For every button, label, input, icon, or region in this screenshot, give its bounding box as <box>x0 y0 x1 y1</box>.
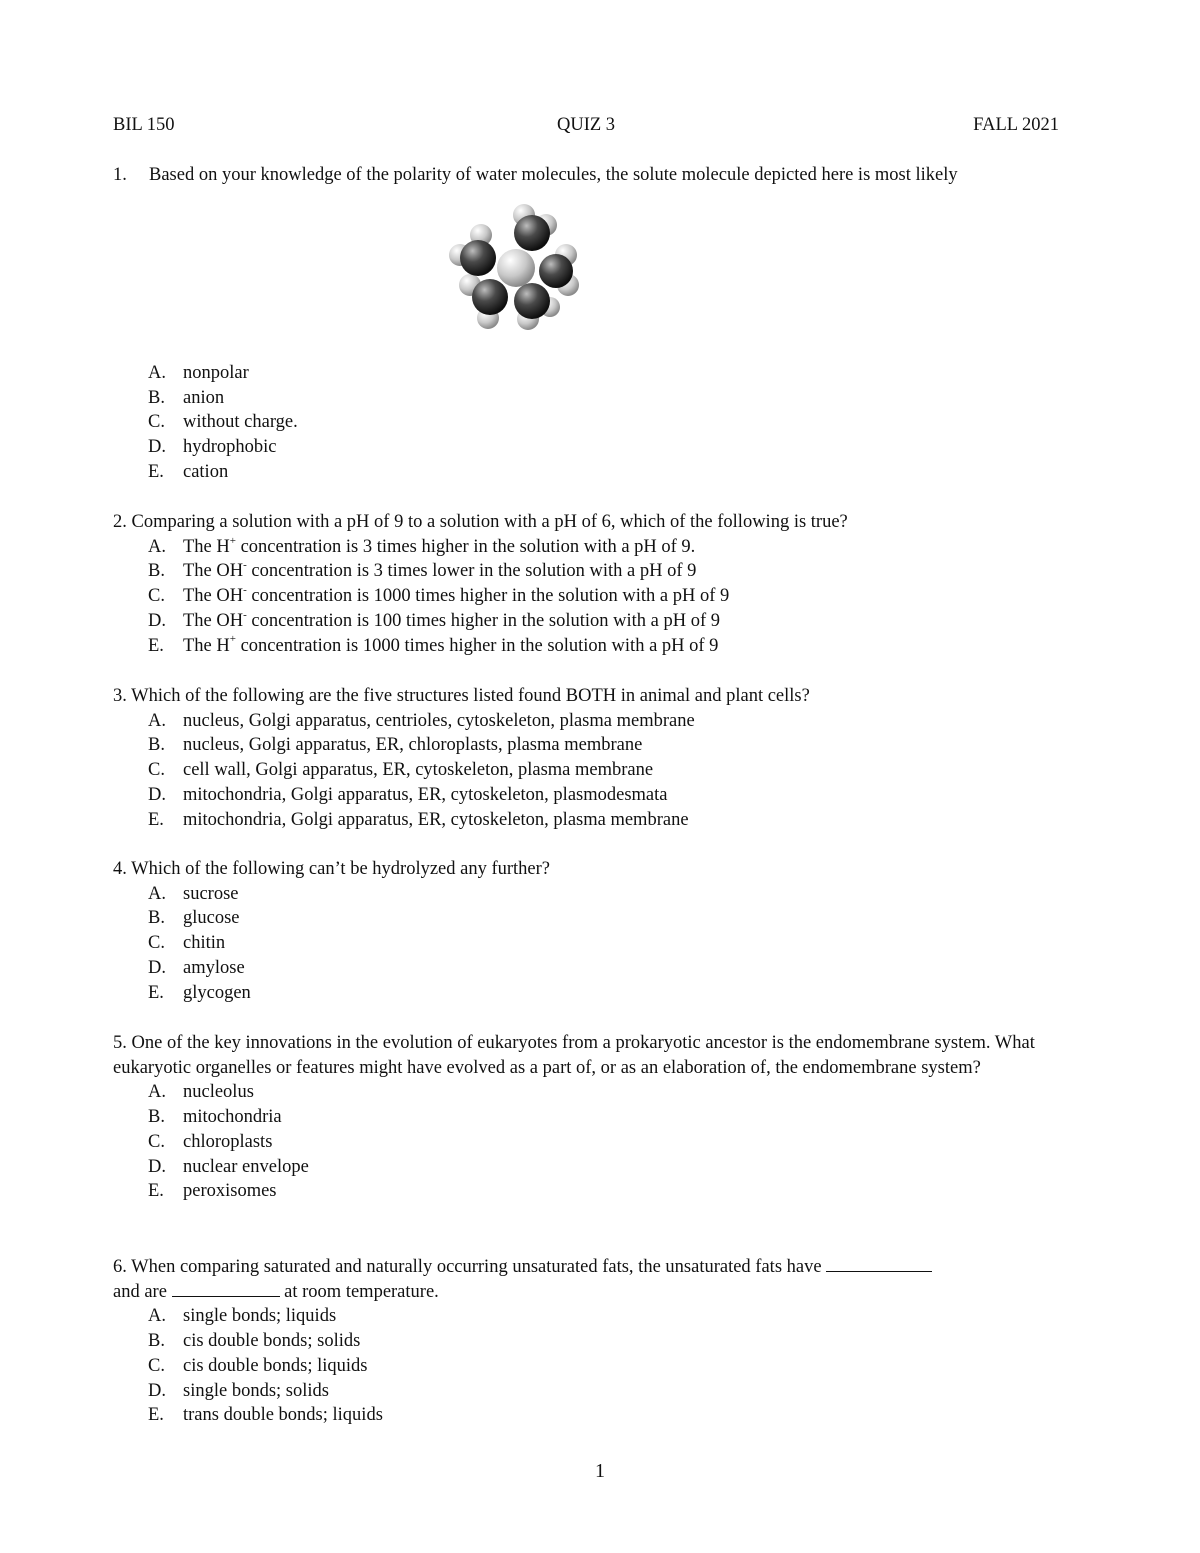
question-stem: 3. Which of the following are the five structures listed found BOTH in animal and plant cells? <box>113 686 810 706</box>
answer-blank-1 <box>826 1255 932 1272</box>
option-text-pre: The OH <box>183 586 244 607</box>
question-number: 1. <box>113 165 127 185</box>
answer-option <box>113 808 1073 833</box>
answer-option <box>113 1179 1068 1204</box>
answer-option <box>113 1329 1073 1354</box>
page-header <box>113 115 1059 139</box>
ion-charge-superscript: - <box>243 559 247 572</box>
option-letter: D. <box>148 784 166 805</box>
answer-option <box>113 783 1073 808</box>
option-letter: A. <box>148 710 166 731</box>
option-letter: E. <box>148 809 164 830</box>
option-text: sucrose <box>183 883 239 904</box>
ion-charge-superscript: - <box>243 608 247 621</box>
question-4 <box>113 857 1073 1005</box>
ion-charge-superscript: + <box>229 633 236 646</box>
answer-option <box>113 535 1073 560</box>
option-letter: C. <box>148 1131 165 1152</box>
answer-option <box>113 733 1073 758</box>
option-text: chloroplasts <box>183 1131 273 1152</box>
question-1 <box>113 163 1063 188</box>
answer-option <box>113 435 1073 460</box>
option-letter: E. <box>148 635 164 656</box>
option-text: amylose <box>183 957 245 978</box>
option-text-post: concentration is 3 times higher in the solution with a pH of 9. <box>235 536 696 557</box>
stem-part-2: and are <box>113 1281 167 1302</box>
answer-option <box>113 758 1073 783</box>
option-text: nucleus, Golgi apparatus, centrioles, cytoskeleton, plasma membrane <box>183 710 695 731</box>
quiz-title: QUIZ 3 <box>556 115 616 135</box>
option-text: without charge. <box>183 412 298 433</box>
answer-option <box>113 1155 1068 1180</box>
option-letter: A. <box>148 1082 166 1103</box>
option-letter: B. <box>148 735 165 756</box>
answer-option <box>113 559 1073 584</box>
answer-option <box>113 1080 1068 1105</box>
option-text-pre: The OH <box>183 561 244 582</box>
ion-charge-superscript: - <box>243 583 247 596</box>
option-letter: D. <box>148 957 166 978</box>
stem-part-1: 6. When comparing saturated and naturally occurring unsaturated fats, the unsaturated fats have <box>113 1257 822 1277</box>
option-letter: E. <box>148 1181 164 1202</box>
option-letter: A. <box>148 883 166 904</box>
option-letter: E. <box>148 982 164 1003</box>
option-text: nonpolar <box>183 363 249 383</box>
answer-option <box>113 709 1073 734</box>
option-text-pre: The H <box>183 536 230 557</box>
answer-option <box>113 1304 1073 1329</box>
answer-option <box>113 882 1073 907</box>
option-text: single bonds; liquids <box>183 1306 337 1327</box>
option-text: glucose <box>183 908 240 929</box>
option-letter: B. <box>148 387 165 408</box>
question-2 <box>113 510 1073 658</box>
question-stem <box>113 1255 1073 1304</box>
question-stem: 5. One of the key innovations in the evolution of eukaryotes from a prokaryotic ancestor is the endomembrane system. What eukaryotic organelles or features might have evolved as a part of, or as an elaboration of, the endomembrane system? <box>113 1033 1035 1078</box>
option-letter: D. <box>148 1380 166 1401</box>
option-letter: D. <box>148 437 166 458</box>
option-letter: D. <box>148 610 166 631</box>
option-letter: C. <box>148 933 165 954</box>
option-letter: C. <box>148 586 165 607</box>
question-stem: Based on your knowledge of the polarity of water molecules, the solute molecule depicted here is most likely <box>149 165 958 185</box>
option-text: nucleolus <box>183 1082 254 1103</box>
option-text: mitochondria <box>183 1107 282 1128</box>
answer-option <box>113 361 1073 386</box>
answer-option <box>113 1354 1073 1379</box>
option-text: anion <box>183 387 225 408</box>
option-letter: B. <box>148 561 165 582</box>
ion-charge-superscript: + <box>229 534 236 547</box>
option-letter: D. <box>148 1156 166 1177</box>
course-code: BIL 150 <box>113 115 175 135</box>
answer-option <box>113 410 1073 435</box>
answer-option <box>113 634 1073 659</box>
option-text: nuclear envelope <box>183 1156 309 1177</box>
option-letter: B. <box>148 908 165 929</box>
answer-blank-2 <box>172 1280 280 1297</box>
option-letter: B. <box>148 1107 165 1128</box>
option-text: chitin <box>183 933 226 954</box>
option-text: cell wall, Golgi apparatus, ER, cytoskeleton, plasma membrane <box>183 760 654 781</box>
option-text-post: concentration is 1000 times higher in the solution with a pH of 9 <box>246 586 730 607</box>
option-letter: C. <box>148 760 165 781</box>
question-stem: 2. Comparing a solution with a pH of 9 to a solution with a pH of 6, which of the following is true? <box>113 512 848 532</box>
answer-option <box>113 584 1073 609</box>
option-text: mitochondria, Golgi apparatus, ER, cytoskeleton, plasma membrane <box>183 809 689 830</box>
answer-option <box>113 460 1073 485</box>
option-letter: B. <box>148 1331 165 1352</box>
option-text-post: concentration is 100 times higher in the solution with a pH of 9 <box>246 610 720 631</box>
option-text-post: concentration is 3 times lower in the solution with a pH of 9 <box>246 561 697 582</box>
option-text: single bonds; solids <box>183 1380 329 1401</box>
term-label: FALL 2021 <box>973 115 1059 135</box>
question-stem: 4. Which of the following can’t be hydrolyzed any further? <box>113 859 551 879</box>
stem-part-3: at room temperature. <box>284 1281 439 1302</box>
hydrated-ion-molecule-icon <box>448 203 588 333</box>
option-text: cis double bonds; solids <box>183 1331 361 1352</box>
page-number: 1 <box>595 1460 605 1482</box>
answer-option <box>113 956 1073 981</box>
option-text: nucleus, Golgi apparatus, ER, chloroplasts, plasma membrane <box>183 735 643 756</box>
option-letter: A. <box>148 1306 166 1327</box>
option-letter: C. <box>148 412 165 433</box>
option-text: mitochondria, Golgi apparatus, ER, cytoskeleton, plasmodesmata <box>183 784 668 805</box>
option-letter: E. <box>148 1405 164 1426</box>
answer-option <box>113 1130 1068 1155</box>
option-text: cation <box>183 461 229 482</box>
option-letter: E. <box>148 461 164 482</box>
option-text: cis double bonds; liquids <box>183 1355 368 1376</box>
answer-option <box>113 1379 1073 1404</box>
option-text-pre: The H <box>183 635 230 656</box>
answer-option <box>113 1403 1073 1428</box>
option-letter: A. <box>148 536 166 557</box>
question-5 <box>113 1031 1068 1204</box>
option-text: hydrophobic <box>183 437 277 458</box>
question-1-options <box>113 361 1073 485</box>
option-letter: C. <box>148 1355 165 1376</box>
option-text: peroxisomes <box>183 1181 277 1202</box>
option-text: glycogen <box>183 982 251 1003</box>
option-text-pre: The OH <box>183 610 244 631</box>
option-letter: A. <box>148 363 166 383</box>
question-3 <box>113 684 1073 832</box>
option-text: trans double bonds; liquids <box>183 1405 383 1426</box>
answer-option <box>113 981 1073 1006</box>
answer-option <box>113 931 1073 956</box>
option-text-post: concentration is 1000 times higher in the solution with a pH of 9 <box>235 635 719 656</box>
answer-option <box>113 386 1073 411</box>
answer-option <box>113 609 1073 634</box>
answer-option <box>113 1105 1068 1130</box>
question-6 <box>113 1255 1073 1428</box>
answer-option <box>113 906 1073 931</box>
